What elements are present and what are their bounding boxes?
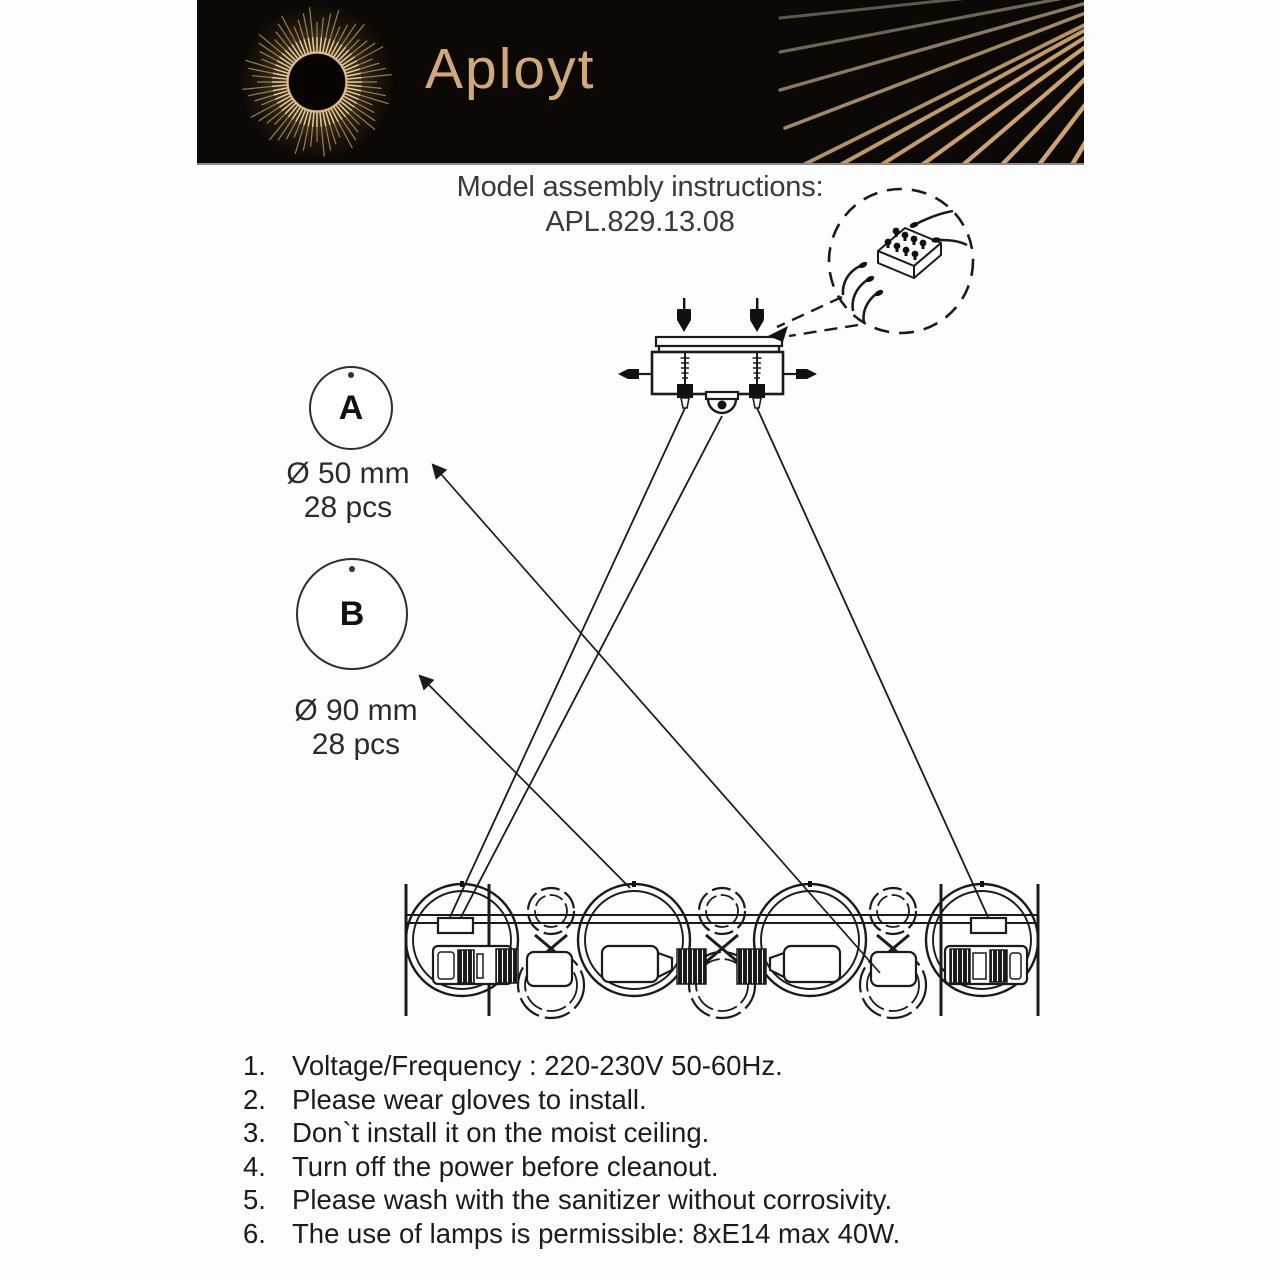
candle-sleeve [871, 952, 916, 986]
terminal-block-icon [878, 228, 941, 278]
item-text: The use of lamps is permissible: 8xE14 max 40W. [292, 1217, 901, 1249]
part-b-letter: B [339, 594, 365, 633]
instruction-item [243, 1083, 1073, 1117]
candle-sleeve [602, 946, 658, 982]
suspension-wire [757, 408, 988, 917]
part-b-circle [296, 558, 408, 670]
cable-gland [706, 392, 738, 413]
part-a-spec [253, 457, 443, 525]
instruction-item [243, 1150, 1073, 1184]
candle-sleeve [527, 952, 572, 986]
mounting-bracket [656, 337, 782, 346]
part-b-quantity: 28 pcs [311, 728, 401, 761]
item-number: 3. [243, 1117, 266, 1149]
brand-name: Aployt [425, 37, 596, 101]
item-number: 1. [243, 1050, 266, 1081]
part-b-diameter: Ø 90 mm [294, 694, 418, 727]
item-text: Please wear gloves to install. [292, 1083, 647, 1115]
item-number: 4. [243, 1150, 266, 1182]
lamp-socket [950, 949, 970, 983]
instruction-item [243, 1217, 1073, 1251]
part-a-diameter: Ø 50 mm [286, 457, 410, 490]
instructions-list [243, 1049, 1073, 1251]
part-a-quantity: 28 pcs [303, 491, 393, 524]
wire-attachment-plate [971, 918, 1006, 933]
item-text: Turn off the power before cleanout. [292, 1150, 719, 1182]
ceiling-canopy [618, 298, 817, 413]
lamp-socket [496, 949, 518, 983]
item-number: 5. [243, 1184, 266, 1216]
candle-sleeve [784, 946, 840, 982]
suspension-wire [450, 408, 685, 917]
callout-pointer-icon [768, 326, 788, 342]
lamp-socket [737, 949, 766, 984]
lamp-socket [677, 949, 706, 984]
part-a-circle [309, 366, 393, 450]
part-b-spec [261, 694, 451, 762]
suspension-wire [461, 416, 722, 917]
lamp-socket [990, 950, 1007, 982]
instruction-item [243, 1049, 1073, 1083]
title-line1: Model assembly instructions: [456, 171, 824, 203]
instruction-item [243, 1183, 1073, 1217]
arrow-to-part-b [420, 676, 630, 888]
mounting-screw-icon [677, 298, 764, 332]
instruction-item [243, 1116, 1073, 1150]
item-text: Voltage/Frequency : 220-230V 50-60Hz. [292, 1050, 783, 1081]
item-text: Please wash with the sanitizer without corrosivity. [292, 1184, 893, 1216]
item-number: 2. [243, 1083, 266, 1115]
suspension-wires [450, 408, 988, 917]
hole-dot-icon [349, 566, 355, 572]
item-number: 6. [243, 1217, 266, 1249]
part-a-letter: A [338, 388, 364, 427]
model-number: APL.829.13.08 [545, 206, 735, 238]
lamp-socket [458, 950, 474, 983]
item-text: Don`t install it on the moist ceiling. [292, 1117, 710, 1149]
wire-attachment-plate [438, 918, 473, 933]
hole-dot-icon [348, 372, 354, 378]
chandelier-frame [406, 881, 1038, 1018]
wiring-callout [768, 189, 973, 342]
